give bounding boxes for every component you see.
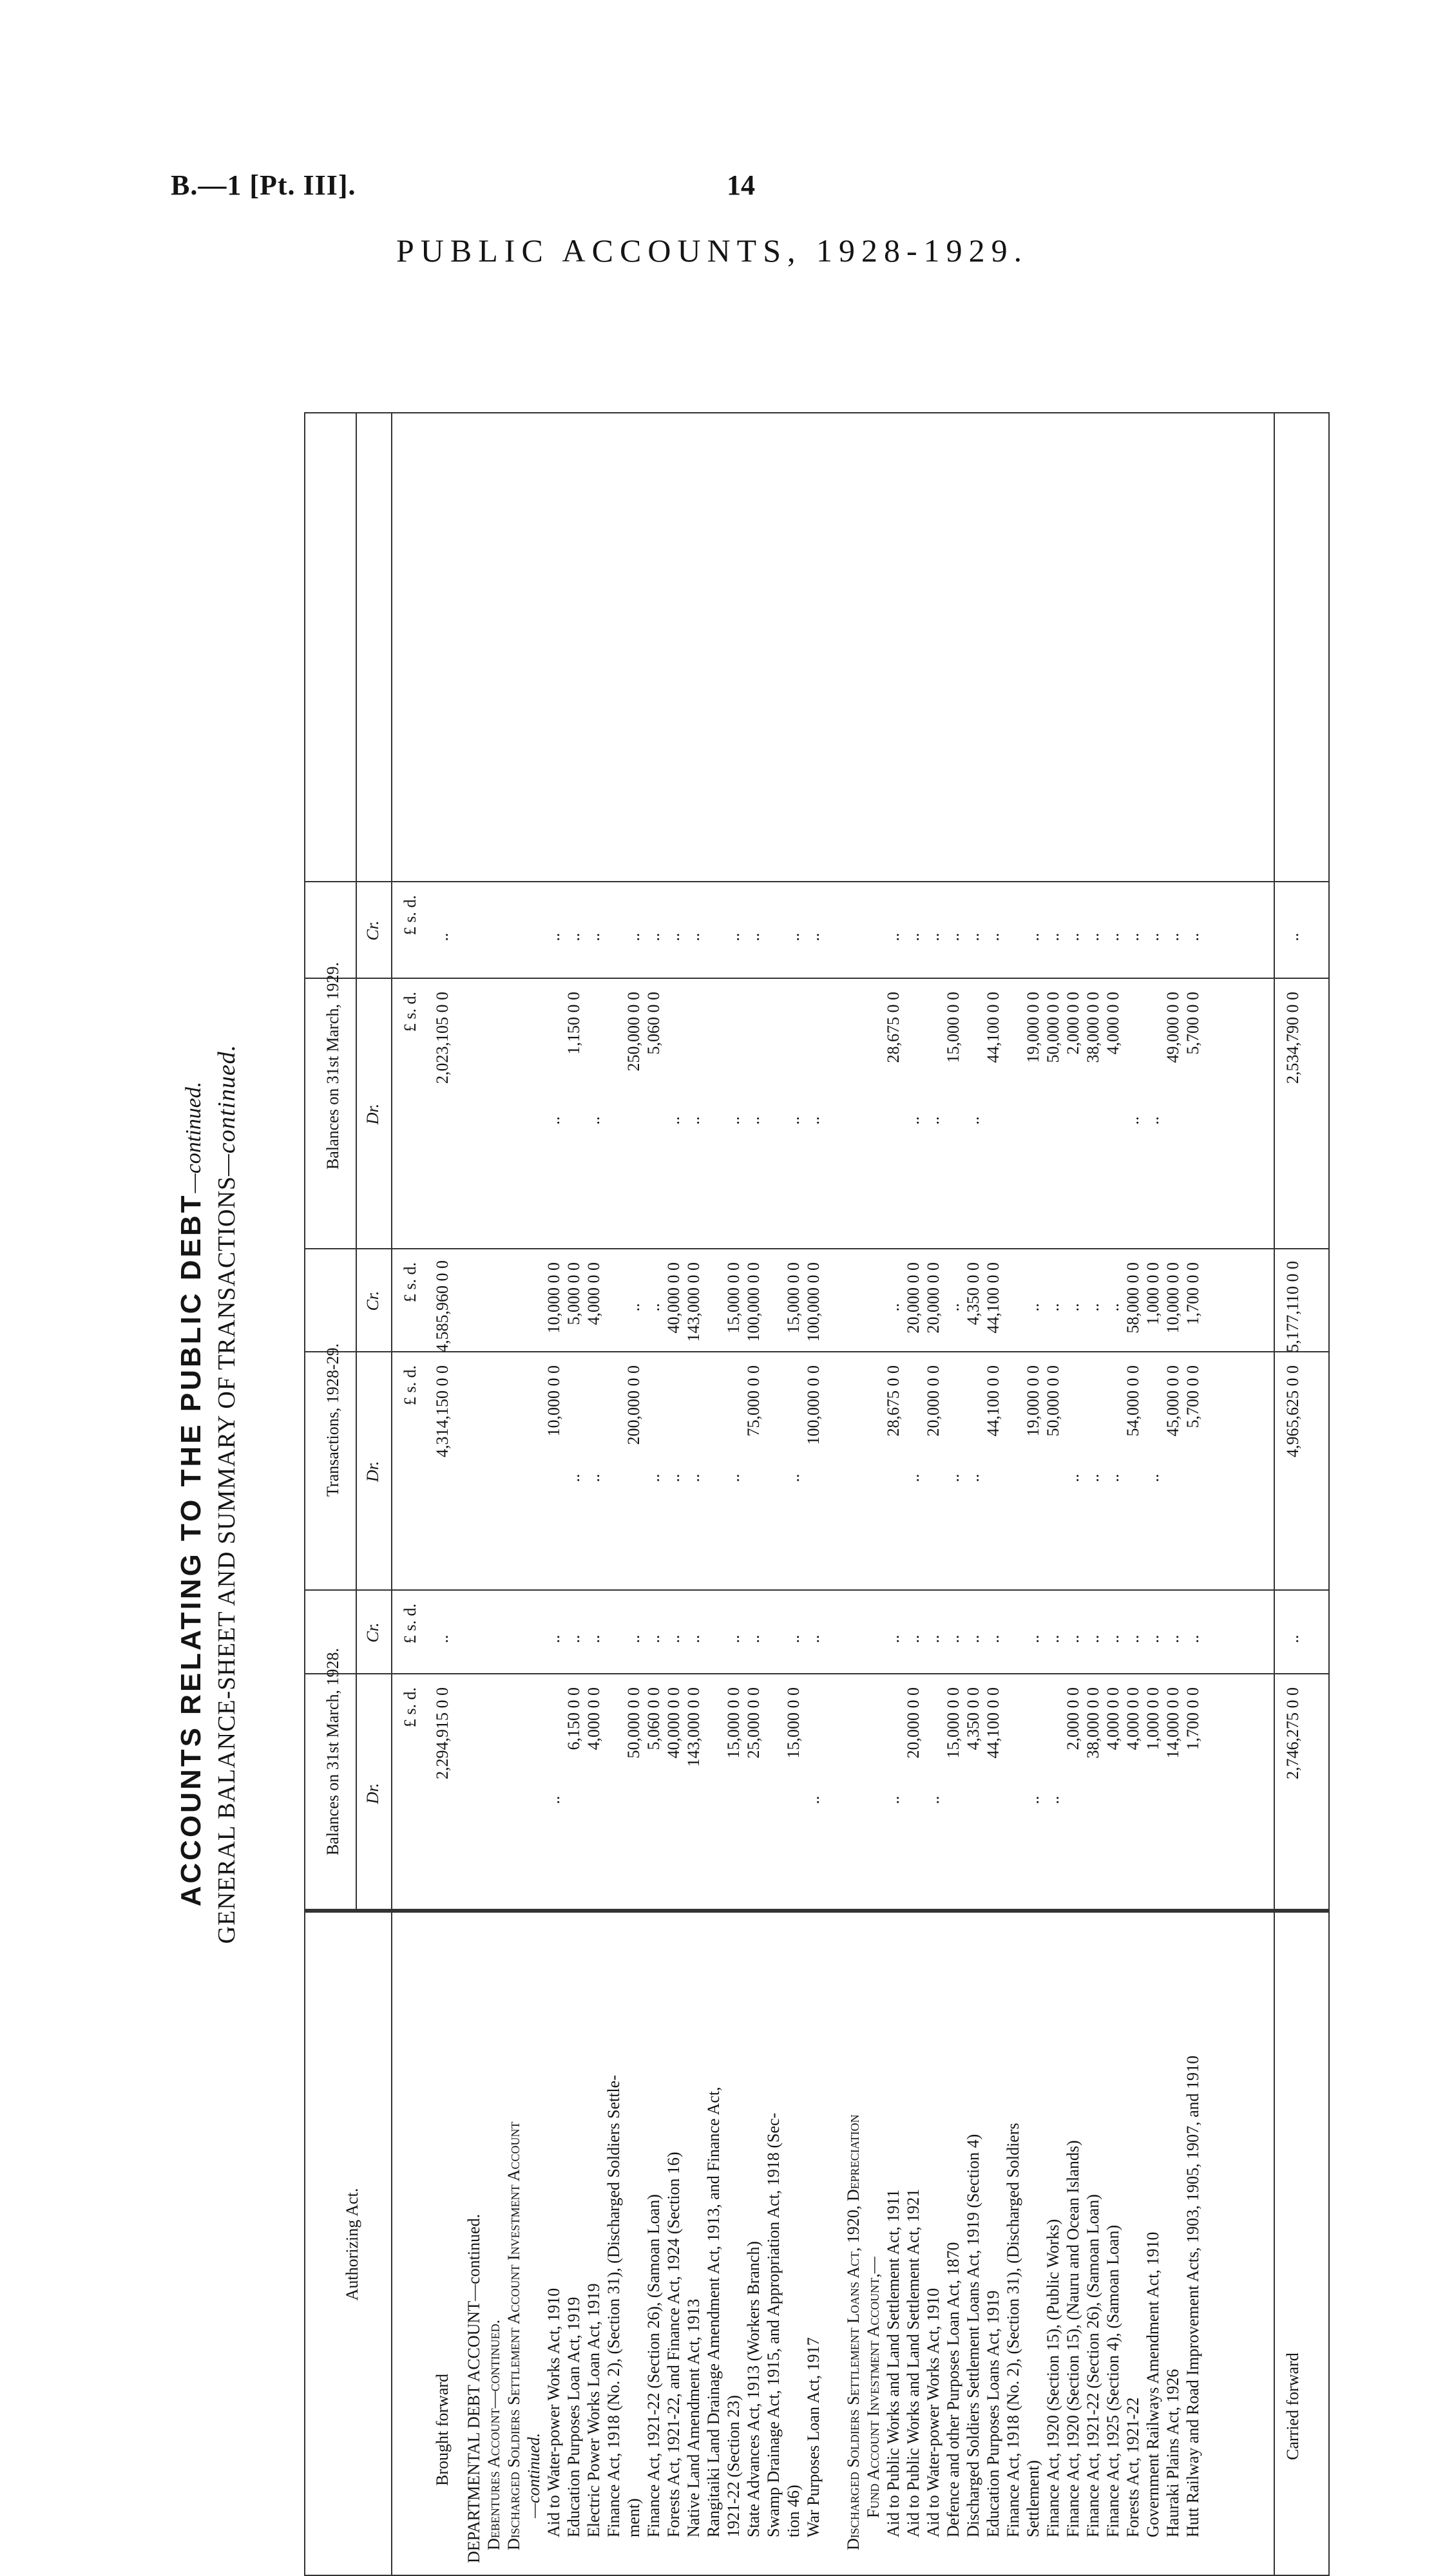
row-trans-dr: .. — [1064, 1473, 1082, 1482]
row-bal1929-cr: .. — [744, 933, 763, 942]
row-label: Finance Act, 1925 (Section 4), (Samoan Loan) — [1104, 2224, 1122, 2537]
row-label: State Advances Act, 1913 (Workers Branch) — [744, 2240, 763, 2537]
header-balances-1929: Balances on 31st March, 1929. — [323, 961, 342, 1170]
row-bal1929-dr: 5,060 0 0 — [644, 992, 663, 1055]
row-bal1928-dr: .. — [924, 1795, 942, 1804]
row-label: ment) — [624, 2498, 643, 2537]
row-label: Education Purposes Loans Act, 1919 — [984, 2290, 1002, 2537]
row-trans-dr: .. — [644, 1473, 663, 1482]
row-label: Aid to Public Works and Land Settlement Act, 1921 — [904, 2188, 923, 2537]
row-bal1928-dr: 14,000 0 0 — [1163, 1687, 1182, 1759]
row-bal1929-cr: .. — [1024, 933, 1042, 942]
row-bal1929-dr: .. — [1143, 1116, 1162, 1125]
row-label: Finance Act, 1918 (No. 2), (Section 31), (Discharged Soldiers — [1004, 2123, 1022, 2537]
row-bal1928-cr: .. — [1163, 1634, 1182, 1643]
units-bal1928-dr: £ s. d. — [401, 1687, 419, 1728]
row-trans-dr: 100,000 0 0 — [804, 1365, 823, 1445]
row-bal1929-dr: 19,000 0 0 — [1024, 992, 1042, 1063]
header-trans-cr: Cr. — [363, 1291, 382, 1311]
row-bal1928-cr: .. — [744, 1634, 763, 1643]
row-bal1929-cr: .. — [1064, 933, 1082, 942]
row-bal1929-cr: .. — [944, 933, 962, 942]
units-bal1928-cr: £ s. d. — [401, 1604, 419, 1644]
sub-title: GENERAL BALANCE-SHEET AND SUMMARY OF TRANSACTIONS—continued. — [213, 1044, 240, 1944]
row-bal1929-dr: 50,000 0 0 — [1044, 992, 1062, 1063]
row-bal1929-cr: .. — [804, 933, 823, 942]
row-bal1928-dr: .. — [884, 1795, 903, 1804]
row-bal1929-dr: .. — [724, 1116, 743, 1125]
row-bal1928-dr: 2,000 0 0 — [1064, 1687, 1082, 1750]
row-bal1928-cr: .. — [564, 1634, 583, 1643]
row-bal1929-cr: .. — [644, 933, 663, 942]
row-bal1928-dr: 4,000 0 0 — [584, 1687, 603, 1750]
row-trans-dr: 10,000 0 0 — [544, 1365, 563, 1437]
row-label: Debentures Account—continued. — [484, 2319, 503, 2550]
row-bal1929-cr: .. — [784, 933, 803, 942]
row-bal1928-cr: .. — [544, 1634, 563, 1643]
row-trans-dr: .. — [1084, 1473, 1102, 1482]
row-bal1929-dr: .. — [664, 1116, 683, 1125]
row-label: Settlement) — [1024, 2460, 1042, 2537]
row-label: Discharged Soldiers Settlement Account Investment Account — [504, 2121, 523, 2550]
row-label: Rangitaiki Land Drainage Amendment Act, 1913, and Finance Act, — [704, 2087, 723, 2537]
row-bal1928-cr: .. — [784, 1634, 803, 1643]
row-trans-dr: .. — [1104, 1473, 1122, 1482]
row-bal1928-dr: .. — [804, 1795, 823, 1804]
main-title: ACCOUNTS RELATING TO THE PUBLIC DEBT—continued. — [175, 1081, 207, 1907]
row-bal1928-dr: 4,000 0 0 — [1104, 1687, 1122, 1750]
row-bal1928-dr: 15,000 0 0 — [944, 1687, 962, 1759]
row-bal1928-dr: 20,000 0 0 — [904, 1687, 923, 1759]
row-trans-dr: 50,000 0 0 — [1044, 1365, 1062, 1437]
row-bal1929-dr: 2,000 0 0 — [1064, 992, 1082, 1055]
row-trans-cr: 15,000 0 0 — [784, 1262, 803, 1334]
row-bal1929-dr: 44,100 0 0 — [984, 992, 1002, 1063]
header-balances-1928: Balances on 31st March, 1928. — [323, 1647, 342, 1856]
row-bal1928-cr: .. — [1084, 1634, 1102, 1643]
row-bal1928-cr: .. — [944, 1634, 962, 1643]
row-bal1928-dr: 38,000 0 0 — [1084, 1687, 1102, 1759]
row-trans-dr: .. — [944, 1473, 962, 1482]
row-bal1929-dr: 38,000 0 0 — [1084, 992, 1102, 1063]
row-bal1928-dr: 15,000 0 0 — [784, 1687, 803, 1759]
row-trans-cr: 5,000 0 0 — [564, 1262, 583, 1325]
row-bal1929-dr: 5,700 0 0 — [1183, 992, 1202, 1055]
row-bal1928-dr: .. — [1024, 1795, 1042, 1804]
row-trans-dr: 75,000 0 0 — [744, 1365, 763, 1437]
footer-bal1929-cr: .. — [1283, 933, 1302, 942]
row-trans-cr: .. — [1064, 1303, 1082, 1312]
row-trans-dr: 28,675 0 0 — [884, 1365, 903, 1437]
row-trans-dr: 20,000 0 0 — [924, 1365, 942, 1437]
row-bal1928-dr: .. — [544, 1795, 563, 1804]
row-trans-cr: 143,000 0 0 — [684, 1262, 703, 1342]
row-trans-cr: 40,000 0 0 — [664, 1262, 683, 1334]
row-bal1928-cr: .. — [804, 1634, 823, 1643]
row-bal1929-dr: .. — [924, 1116, 942, 1125]
row-trans-cr: .. — [884, 1303, 903, 1312]
row-bal1928-dr: 5,060 0 0 — [644, 1687, 663, 1750]
row-bal1928-cr: .. — [724, 1634, 743, 1643]
row-label: Swamp Drainage Act, 1915, and Appropriation Act, 1918 (Sec- — [764, 2112, 783, 2537]
row-bal1929-dr: .. — [684, 1116, 703, 1125]
row-label: —continued. — [524, 2432, 543, 2518]
row-bal1928-dr: 15,000 0 0 — [724, 1687, 743, 1759]
document-title: PUBLIC ACCOUNTS, 1928-1929. — [396, 232, 1029, 269]
row-trans-dr: 4,314,150 0 0 — [433, 1365, 452, 1457]
units-bal1929-dr: £ s. d. — [401, 992, 419, 1032]
row-trans-dr: .. — [784, 1473, 803, 1482]
row-label: Brought forward — [433, 2373, 452, 2486]
row-bal1928-cr: .. — [1044, 1634, 1062, 1643]
row-trans-cr: 4,350 0 0 — [964, 1262, 982, 1325]
table-bottom-border — [1328, 412, 1330, 2576]
units-bal1929-cr: £ s. d. — [401, 895, 419, 936]
row-bal1929-cr: .. — [664, 933, 683, 942]
row-bal1929-dr: .. — [584, 1116, 603, 1125]
row-bal1928-cr: .. — [924, 1634, 942, 1643]
row-bal1928-cr: .. — [584, 1634, 603, 1643]
row-trans-cr: 10,000 0 0 — [1163, 1262, 1182, 1334]
footer-trans-dr: 4,965,625 0 0 — [1283, 1365, 1302, 1457]
row-label: Government Railways Amendment Act, 1910 — [1143, 2231, 1162, 2537]
row-bal1929-cr: .. — [884, 933, 903, 942]
header-transactions: Transactions, 1928-29. — [323, 1343, 342, 1497]
row-bal1928-dr: 25,000 0 0 — [744, 1687, 763, 1759]
header-doc-ref: B.—1 [Pt. III]. — [171, 169, 356, 201]
row-bal1928-cr: .. — [884, 1634, 903, 1643]
row-label: Finance Act, 1920 (Section 15), (Nauru and Ocean Islands) — [1064, 2140, 1082, 2537]
row-label: Discharged Soldiers Settlement Loans Act, 1920, Depreciation — [844, 2114, 863, 2550]
row-trans-cr: 15,000 0 0 — [724, 1262, 743, 1334]
header-sub-rule — [356, 412, 357, 1913]
row-trans-cr: 44,100 0 0 — [984, 1262, 1002, 1334]
row-trans-cr: .. — [644, 1303, 663, 1312]
row-trans-dr: .. — [684, 1473, 703, 1482]
header-trans-dr: Dr. — [363, 1461, 382, 1482]
balance-sheet-table — [304, 412, 1328, 2576]
header-bal1928-dr: Dr. — [363, 1783, 382, 1804]
row-label: Forests Act, 1921-22, and Finance Act, 1924 (Section 16) — [664, 2152, 683, 2537]
header-bal1928-cr: Cr. — [363, 1622, 382, 1643]
row-trans-dr: 44,100 0 0 — [984, 1365, 1002, 1437]
row-bal1929-dr: 250,000 0 0 — [624, 992, 643, 1072]
row-trans-cr: 20,000 0 0 — [904, 1262, 923, 1334]
row-label: Finance Act, 1921-22 (Section 26), (Samoan Loan) — [1084, 2194, 1102, 2537]
row-bal1929-cr: .. — [624, 933, 643, 942]
footer-bal1929-dr: 2,534,790 0 0 — [1283, 992, 1302, 1084]
row-trans-dr: .. — [964, 1473, 982, 1482]
row-trans-dr: .. — [724, 1473, 743, 1482]
row-bal1929-cr: .. — [1143, 933, 1162, 942]
row-label: tion 46) — [784, 2485, 803, 2537]
row-bal1928-dr: 40,000 0 0 — [664, 1687, 683, 1759]
row-trans-cr: .. — [624, 1303, 643, 1312]
row-trans-cr: 100,000 0 0 — [744, 1262, 763, 1342]
row-bal1928-cr: .. — [644, 1634, 663, 1643]
row-bal1929-dr: .. — [804, 1116, 823, 1125]
row-bal1928-dr: 6,150 0 0 — [564, 1687, 583, 1750]
row-bal1929-dr: .. — [784, 1116, 803, 1125]
row-bal1928-dr: 4,000 0 0 — [1124, 1687, 1142, 1750]
row-trans-cr: .. — [1044, 1303, 1062, 1312]
row-bal1928-dr: 1,700 0 0 — [1183, 1687, 1202, 1750]
page-number: 14 — [727, 169, 755, 201]
row-label: Fund Account Investment Account,— — [864, 2257, 883, 2518]
header-bal1929-cr: Cr. — [363, 920, 382, 941]
row-bal1929-dr: 49,000 0 0 — [1163, 992, 1182, 1063]
header-authorizing-act: Authorizing Act. — [343, 2188, 361, 2301]
row-bal1929-dr: .. — [904, 1116, 923, 1125]
row-bal1929-cr: .. — [1104, 933, 1122, 942]
row-label: Aid to Water-power Works Act, 1910 — [544, 2287, 563, 2537]
row-bal1929-cr: .. — [964, 933, 982, 942]
row-label: Hutt Railway and Road Improvement Acts, 1903, 1905, 1907, and 1910 — [1183, 2055, 1202, 2537]
footer-bal1928-dr: 2,746,275 0 0 — [1283, 1687, 1302, 1779]
row-label: War Purposes Loan Act, 1917 — [804, 2337, 823, 2537]
row-bal1929-dr: 15,000 0 0 — [944, 992, 962, 1063]
row-bal1928-cr: .. — [433, 1634, 452, 1643]
row-trans-cr: 10,000 0 0 — [544, 1262, 563, 1334]
row-trans-cr: 4,585,960 0 0 — [433, 1260, 452, 1352]
row-bal1929-cr: .. — [1124, 933, 1142, 942]
row-trans-dr: 45,000 0 0 — [1163, 1365, 1182, 1437]
row-label: Finance Act, 1918 (No. 2), (Section 31), (Discharged Soldiers Settle- — [604, 2075, 623, 2537]
row-bal1929-dr: .. — [544, 1116, 563, 1125]
row-trans-dr: .. — [1143, 1473, 1162, 1482]
row-bal1929-cr: .. — [724, 933, 743, 942]
row-bal1929-dr: 4,000 0 0 — [1104, 992, 1122, 1055]
rotated-table-page — [175, 412, 1302, 2576]
row-bal1928-cr: .. — [1124, 1634, 1142, 1643]
row-label: Electric Power Works Loan Act, 1919 — [584, 2283, 603, 2537]
row-bal1928-cr: .. — [904, 1634, 923, 1643]
row-bal1929-dr: .. — [964, 1116, 982, 1125]
row-label: Aid to Public Works and Land Settlement Act, 1911 — [884, 2189, 903, 2537]
row-bal1928-cr: .. — [1143, 1634, 1162, 1643]
row-bal1929-cr: .. — [1183, 933, 1202, 942]
row-bal1929-cr: .. — [544, 933, 563, 942]
row-bal1928-dr: 4,350 0 0 — [964, 1687, 982, 1750]
row-bal1928-dr: 50,000 0 0 — [624, 1687, 643, 1759]
row-label: Finance Act, 1921-22 (Section 26), (Samoan Loan) — [644, 2194, 663, 2537]
row-label: Forests Act, 1921-22 — [1124, 2397, 1142, 2537]
row-bal1928-dr: 143,000 0 0 — [684, 1687, 703, 1767]
row-bal1928-cr: .. — [1104, 1634, 1122, 1643]
row-trans-dr: .. — [904, 1473, 923, 1482]
row-trans-cr: .. — [1104, 1303, 1122, 1312]
row-bal1928-cr: .. — [1064, 1634, 1082, 1643]
row-label: Defence and other Purposes Loan Act, 1870 — [944, 2242, 962, 2537]
row-bal1929-dr: 1,150 0 0 — [564, 992, 583, 1055]
row-label: DEPARTMENTAL DEBT ACCOUNT—continued. — [464, 2213, 483, 2563]
row-trans-cr: 100,000 0 0 — [804, 1262, 823, 1342]
header-bottom-rule — [391, 412, 392, 2576]
footer-top-rule — [1274, 412, 1275, 2576]
row-bal1929-cr: .. — [564, 933, 583, 942]
row-label: Native Land Amendment Act, 1913 — [684, 2298, 703, 2537]
row-bal1928-dr: 2,294,915 0 0 — [433, 1687, 452, 1779]
table-top-border — [304, 412, 305, 2576]
row-trans-dr: 54,000 0 0 — [1124, 1365, 1142, 1437]
row-trans-dr: 200,000 0 0 — [624, 1365, 643, 1445]
column-rule — [304, 412, 1328, 413]
row-label: Finance Act, 1920 (Section 15), (Public Works) — [1044, 2219, 1062, 2537]
carried-forward-label: Carried forward — [1283, 2353, 1302, 2460]
row-bal1928-cr: .. — [684, 1634, 703, 1643]
row-bal1929-cr: .. — [1163, 933, 1182, 942]
row-label: Discharged Soldiers Settlement Loans Act, 1919 (Section 4) — [964, 2134, 982, 2537]
row-bal1928-dr: 44,100 0 0 — [984, 1687, 1002, 1759]
row-trans-cr: 1,700 0 0 — [1183, 1262, 1202, 1325]
row-bal1928-dr: 1,000 0 0 — [1143, 1687, 1162, 1750]
row-trans-cr: 58,000 0 0 — [1124, 1262, 1142, 1334]
row-bal1929-dr: .. — [1124, 1116, 1142, 1125]
footer-bal1928-cr: .. — [1283, 1634, 1302, 1643]
row-label: Education Purposes Loan Act, 1919 — [564, 2297, 583, 2537]
row-bal1929-cr: .. — [584, 933, 603, 942]
row-label: Aid to Water-power Works Act, 1910 — [924, 2287, 942, 2537]
header-bal1929-dr: Dr. — [363, 1103, 382, 1125]
row-bal1928-cr: .. — [984, 1634, 1002, 1643]
row-bal1929-dr: .. — [744, 1116, 763, 1125]
column-rule — [304, 881, 1328, 882]
row-bal1929-dr: 28,675 0 0 — [884, 992, 903, 1063]
row-bal1928-cr: .. — [964, 1634, 982, 1643]
row-trans-dr: .. — [564, 1473, 583, 1482]
row-bal1929-cr: .. — [904, 933, 923, 942]
row-bal1928-cr: .. — [1024, 1634, 1042, 1643]
row-bal1929-cr: .. — [1044, 933, 1062, 942]
row-trans-dr: .. — [584, 1473, 603, 1482]
row-trans-dr: 19,000 0 0 — [1024, 1365, 1042, 1437]
row-trans-cr: .. — [1024, 1303, 1042, 1312]
row-bal1929-cr: .. — [924, 933, 942, 942]
units-trans-cr: £ s. d. — [401, 1262, 419, 1303]
row-trans-cr: 4,000 0 0 — [584, 1262, 603, 1325]
row-bal1929-cr: .. — [984, 933, 1002, 942]
row-trans-cr: 20,000 0 0 — [924, 1262, 942, 1334]
row-bal1929-cr: .. — [433, 933, 452, 942]
row-trans-cr: .. — [1084, 1303, 1102, 1312]
units-trans-dr: £ s. d. — [401, 1365, 419, 1406]
row-trans-cr: .. — [944, 1303, 962, 1312]
row-bal1928-dr: .. — [1044, 1795, 1062, 1804]
row-bal1929-cr: .. — [1084, 933, 1102, 942]
row-trans-cr: 1,000 0 0 — [1143, 1262, 1162, 1325]
row-bal1928-cr: .. — [624, 1634, 643, 1643]
row-bal1928-cr: .. — [664, 1634, 683, 1643]
row-label: Hauraki Plains Act, 1926 — [1163, 2369, 1182, 2537]
row-bal1929-dr: 2,023,105 0 0 — [433, 992, 452, 1084]
row-bal1928-cr: .. — [1183, 1634, 1202, 1643]
row-bal1929-cr: .. — [684, 933, 703, 942]
row-trans-dr: 5,700 0 0 — [1183, 1365, 1202, 1428]
row-trans-dr: .. — [664, 1473, 683, 1482]
row-label: 1921-22 (Section 23) — [724, 2395, 743, 2537]
footer-trans-cr: 5,177,110 0 0 — [1283, 1260, 1302, 1352]
